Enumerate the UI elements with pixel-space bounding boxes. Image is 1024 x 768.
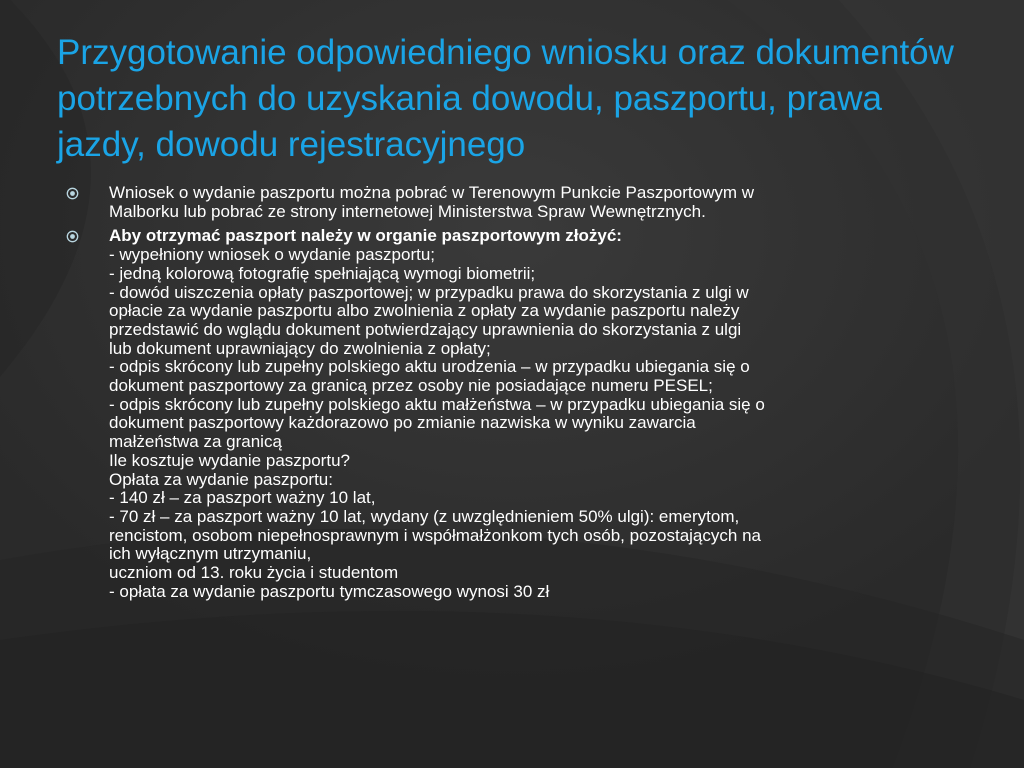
bullet-text-line: przedstawić do wglądu dokument potwierdzający uprawnienia do skorzystania z ulgi [109,319,742,339]
bullet-item [66,184,886,221]
circle-dot-bullet-icon [66,187,79,200]
bullet-text-line: Opłata za wydanie paszportu: [109,469,333,489]
bullet-text-line: opłacie za wydanie paszportu albo zwolnienia z opłaty za wydanie paszportu należy [109,301,740,321]
slide-title: Przygotowanie odpowiedniego wniosku oraz dokumentów potrzebnych do uzyskania dowodu, paszportu, prawa jazdy, dowodu rejestracyjnego [57,33,954,164]
bullet-text-line: - odpis skrócony lub zupełny polskiego aktu urodzenia – w przypadku ubiegania się o [109,357,750,377]
bullet-text-line: - opłata za wydanie paszportu tymczasowego wynosi 30 zł [109,581,550,601]
bullet-text-line: uczniom od 13. roku życia i studentom [109,563,399,583]
bullet-text-line: Wniosek o wydanie paszportu można pobrać w Terenowym Punkcie Paszportowym w [109,183,755,202]
bullet-text-line: Malborku lub pobrać ze strony internetowej Ministerstwa Spraw Wewnętrznych. [109,201,706,221]
bullet-text-line: małżeństwa za granicą [109,432,282,452]
bullet-text-line: - dowód uiszczenia opłaty paszportowej; w przypadku prawa do skorzystania z ulgi w [109,282,749,302]
bullet-heading: Aby otrzymać paszport należy w organie paszportowym złożyć: [109,226,622,246]
bullet-text-line: dokument paszportowy za granicą przez osoby nie posiadające numeru PESEL; [109,376,713,396]
bullet-text-line: Ile kosztuje wydanie paszportu? [109,450,350,470]
slide-content [66,184,886,607]
bullet-text-line: dokument paszportowy każdorazowo po zmianie nazwiska w wyniku zawarcia [109,413,696,433]
bullet-text-line: - wypełniony wniosek o wydanie paszportu; [109,245,436,265]
bullet-text-line: - 70 zł – za paszport ważny 10 lat, wydany (z uwzględnieniem 50% ulgi): emerytom, [109,506,740,526]
bullet-text-line: - odpis skrócony lub zupełny polskiego aktu małżeństwa – w przypadku ubiegania się o [109,394,765,414]
bullet-text-line: lub dokument uprawniający do zwolnienia z opłaty; [109,338,491,358]
circle-dot-bullet-icon [66,230,79,243]
bullet-text-line: - jedną kolorową fotografię spełniającą wymogi biometrii; [109,263,536,283]
bullet-text-line: rencistom, osobom niepełnosprawnym i współmałżonkom tych osób, pozostających na [109,525,761,545]
bullet-item [66,227,886,601]
bullet-text-line: ich wyłącznym utrzymaniu, [109,544,312,564]
bullet-text-line: - 140 zł – za paszport ważny 10 lat, [109,488,376,508]
